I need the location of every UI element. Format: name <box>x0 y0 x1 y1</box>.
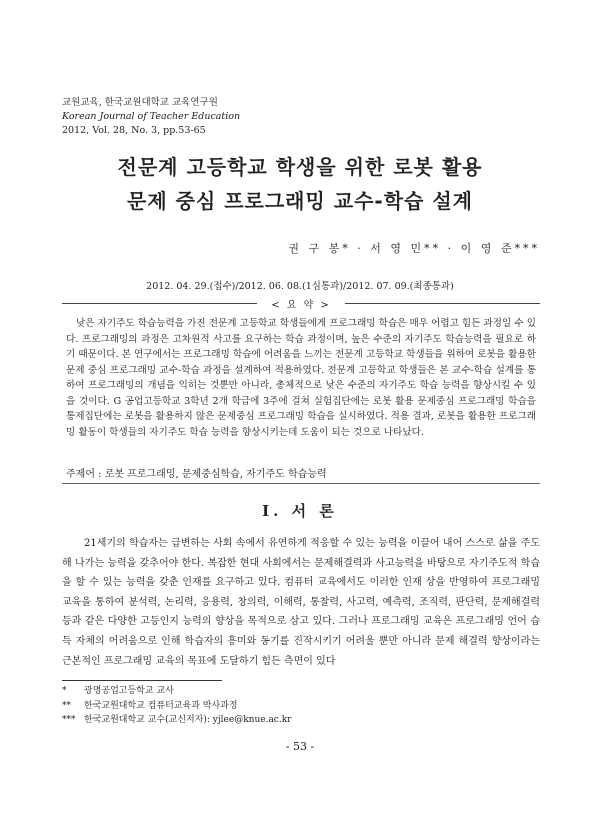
body-paragraph: 21세기의 학습자는 급변하는 사회 속에서 유연하게 적응할 수 있는 능력을 이끌어 내어 스스로 삶을 주도해 나가는 능력을 갖추어야 한다. 복잡한 현대 사회에서는 문제해결력과 사고능력을 바탕으로 자기주도적 학습을 할 수 있는 능력을 갖춘 인재를 요구하고 있다. 컴퓨터 교육에서도 이러한 인재 상을 반영하여 프로그래밍 교육을 통하여 분석력, 논리력, 응용력, 창의력, 이해력, 통찰력, 사고력, 예측력, 조직력, 판단력, 문제해결력 등과 같은 다양한 고등인지 능력의 향상을 목적으로 삼고 있다. 그러나 프로그래밍 교육은 프로그래밍 언어 습득 자체의 어려움으로 인해 학습자의 흥미와 동기를 진작시키기 어려울 뿐만 아니라 문제 해결력 향상이라는 근본적인 프로그래밍 교육의 목표에 도달하기 힘든 측면이 있다 <box>62 538 540 667</box>
footnotes <box>62 684 291 728</box>
journal-volume: 2012, Vol. 28, No. 3, pp.53-65 <box>62 125 206 136</box>
footnote-mark: ** <box>62 700 71 711</box>
abstract-rule-right <box>345 303 540 304</box>
keywords: 주제어 : 로봇 프로그래밍, 문제중심학습, 자기주도 학습능력 <box>66 469 327 480</box>
footnote-item <box>62 713 291 728</box>
title-line-1: 전문계 고등학교 학생을 위한 로봇 활용 <box>117 155 483 179</box>
section-heading: Ⅰ. 서 론 <box>262 502 338 520</box>
abstract-heading <box>62 296 540 310</box>
footnote-text: 광명공업고등학교 교사 <box>84 686 174 696</box>
journal-info <box>62 96 240 138</box>
abstract-label: < 요 약 > <box>271 300 331 311</box>
page-number: - 53 - <box>285 740 315 753</box>
journal-name-english: Korean Journal of Teacher Education <box>62 111 241 122</box>
footnote-mark: *** <box>62 715 76 725</box>
footnote-rule <box>62 680 222 681</box>
paper-title <box>0 150 600 218</box>
abstract-text: 낮은 자기주도 학습능력을 가진 전문계 고등학교 학생들에게 프로그래밍 학습은 매우 어렵고 힘든 과정일 수 있다. 프로그래밍의 과정은 고차원적 사고를 요구하는 학습 과정이며, 높은 수준의 자기주도 학습능력을 필요로 하기 때문이다. 본 연구에서는 프로그래밍 학습에 어려움을 느끼는 전문계 고등학교 학생들을 위하여 로봇을 활용한 문제 중심 프로그래밍 교수-학습 과정을 설계하여 적용하였다. 전문계 고등학교 학생들은 본 교수-학습 설계를 통하여 프로그래밍의 개념을 익히는 것뿐만 아니라, 총체적으로 낮은 수준의 자기주도 학습 능력을 향상시킬 수 있을 것이다. G 공업고등학교 3학년 2개 학급에 3주에 걸쳐 실험집단에는 로봇 활용 문제중심 프로그래밍 학습을 통제집단에는 로봇을 활용하지 않은 문제중심 프로그래밍 학습을 실시하였다. 적용 결과, 로봇을 활용한 프로그래밍 활동이 학생들의 자기주도 학습 능력을 향상시키는데 도움이 되는 것으로 나타났다. <box>66 318 536 438</box>
footnote-text: 한국교원대학교 컴퓨터교육과 박사과정 <box>84 700 238 711</box>
title-line-2: 문제 중심 프로그래밍 교수-학습 설계 <box>127 189 473 213</box>
abstract-bottom-rule <box>62 483 540 484</box>
journal-name-korean: 교원교육, 한국교원대학교 교육연구원 <box>62 97 218 108</box>
footnote-item <box>62 699 291 714</box>
footnote-item <box>62 684 291 699</box>
submission-dates: 2012. 04. 29.(접수)/2012. 06. 08.(1심통과)/2012. 07. 09.(최종통과) <box>146 281 454 292</box>
footnote-text: 한국교원대학교 교수(교신저자): yjlee@knue.ac.kr <box>84 715 292 725</box>
authors: 권 구 봉* · 서 영 민** · 이 영 준*** <box>288 242 540 255</box>
footnote-mark: * <box>62 686 67 696</box>
